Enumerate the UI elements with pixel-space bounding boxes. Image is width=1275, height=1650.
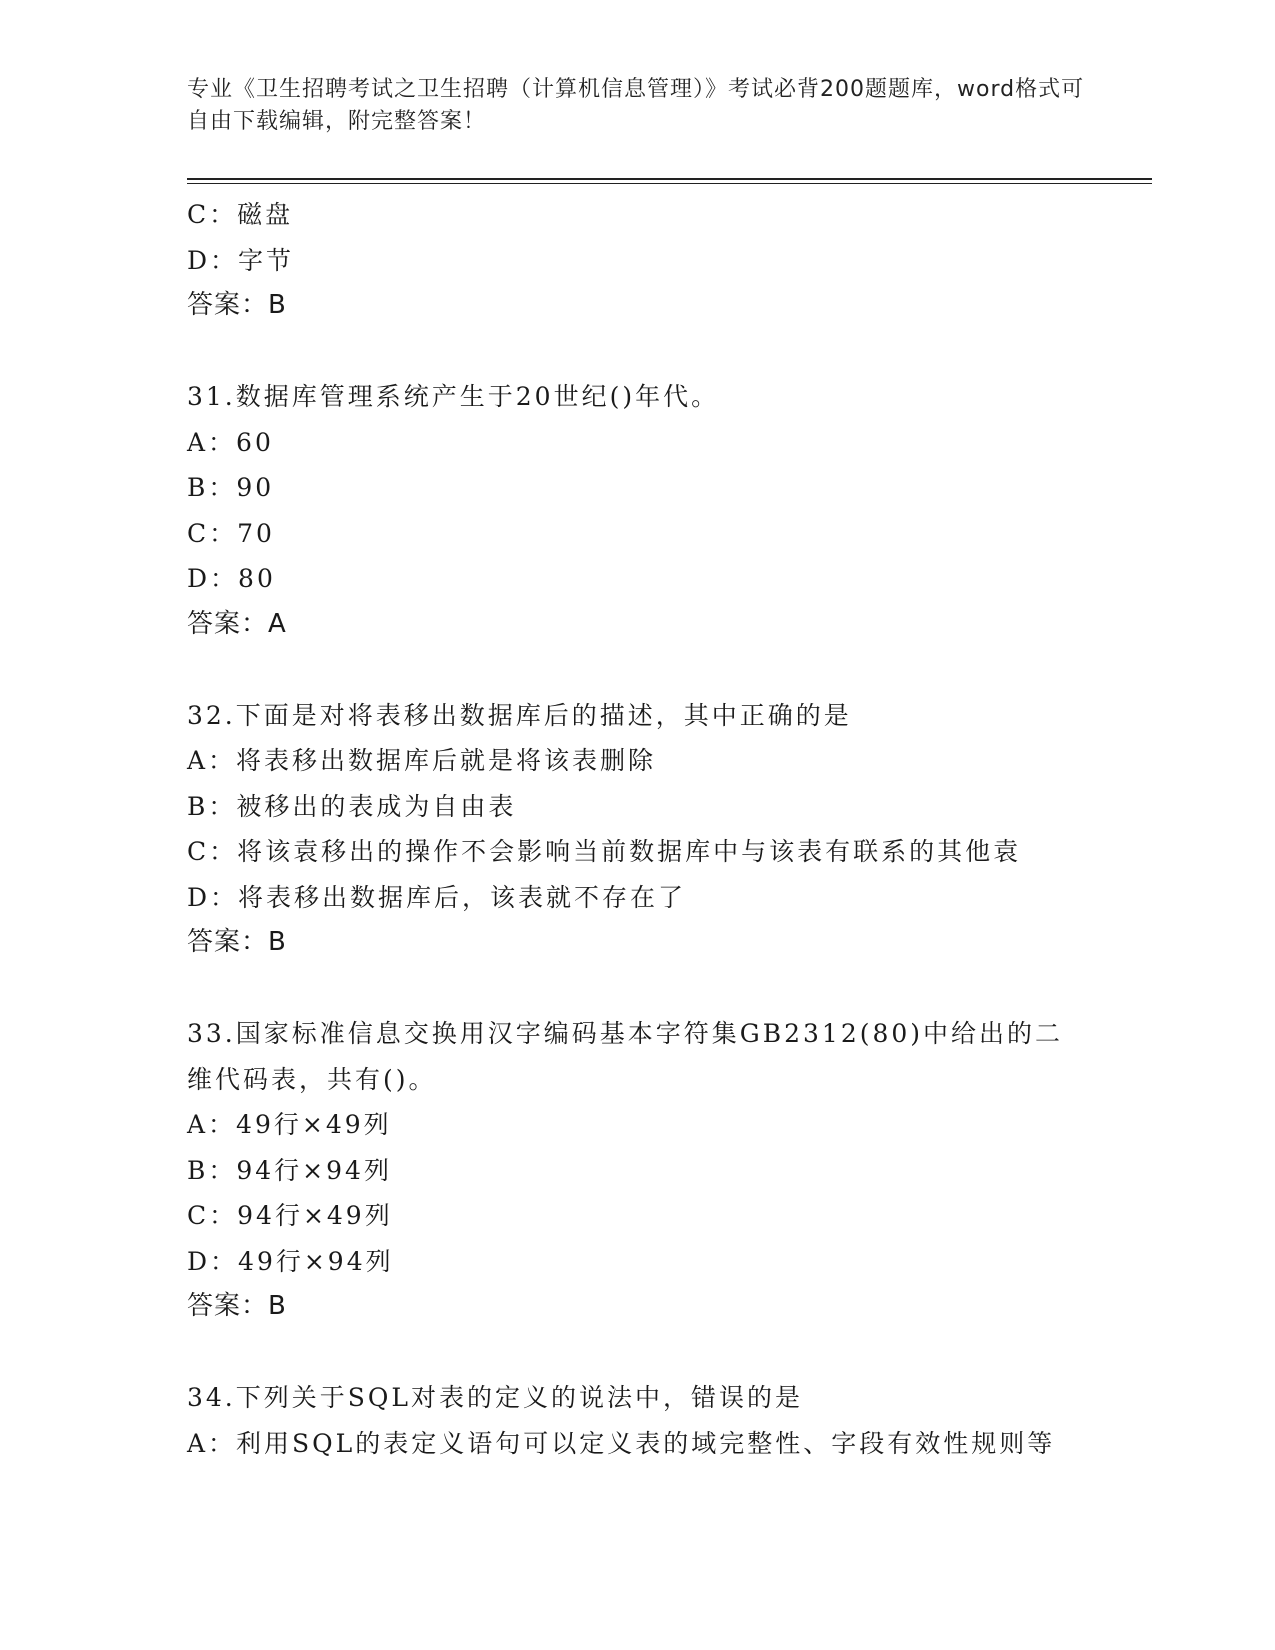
question-list [187, 192, 1087, 1466]
question-stem: 31.数据库管理系统产生于20世纪()年代。 [187, 382, 720, 411]
answer-line: 答案：A [187, 608, 287, 639]
option-a: A：60 [187, 427, 274, 457]
answer-line: 答案：B [187, 290, 287, 320]
answer-line: 答案：B [187, 927, 287, 957]
option-b: B：94行×94列 [187, 1155, 392, 1185]
question-stem: 34.下列关于SQL对表的定义的说法中，错误的是 [187, 1383, 803, 1412]
option-c: C：70 [187, 518, 275, 548]
question-stem: 32.下面是对将表移出数据库后的描述，其中正确的是 [187, 700, 852, 730]
option-a: A：将表移出数据库后就是将该表删除 [187, 746, 657, 775]
option-a: A：49行×49列 [187, 1110, 392, 1139]
option-d: D：将表移出数据库后，该表就不存在了 [187, 882, 687, 912]
question-spacer [187, 647, 1087, 693]
document-header: 专业《卫生招聘考试之卫生招聘（计算机信息管理）》考试必背200题题库，word格式可自由下载编辑，附完整答案！ [187, 77, 1085, 134]
option-c: C：磁盘 [187, 200, 294, 229]
question-30-continued [187, 192, 1087, 329]
question-stem: 33.国家标准信息交换用汉字编码基本字符集GB2312(80)中给出的二维代码表，共有()。 [187, 1019, 1064, 1094]
option-a: A：利用SQL的表定义语句可以定义表的域完整性、字段有效性规则等 [187, 1428, 1056, 1458]
option-c: C：94行×49列 [187, 1201, 393, 1230]
option-d: D：字节 [187, 245, 295, 275]
question-32 [187, 693, 1087, 966]
option-c: C：将该袁移出的操作不会影响当前数据库中与该表有联系的其他袁 [187, 837, 1022, 866]
question-spacer [187, 966, 1087, 1012]
header-divider [187, 178, 1152, 184]
answer-line: 答案：B [187, 1291, 287, 1321]
question-31 [187, 374, 1087, 647]
option-d: D：49行×94列 [187, 1246, 394, 1276]
question-34 [187, 1375, 1087, 1466]
option-b: B：被移出的表成为自由表 [187, 791, 517, 821]
question-spacer [187, 329, 1087, 375]
question-33 [187, 1011, 1087, 1330]
question-spacer [187, 1330, 1087, 1376]
option-b: B：90 [187, 473, 275, 502]
option-d: D：80 [187, 564, 276, 593]
